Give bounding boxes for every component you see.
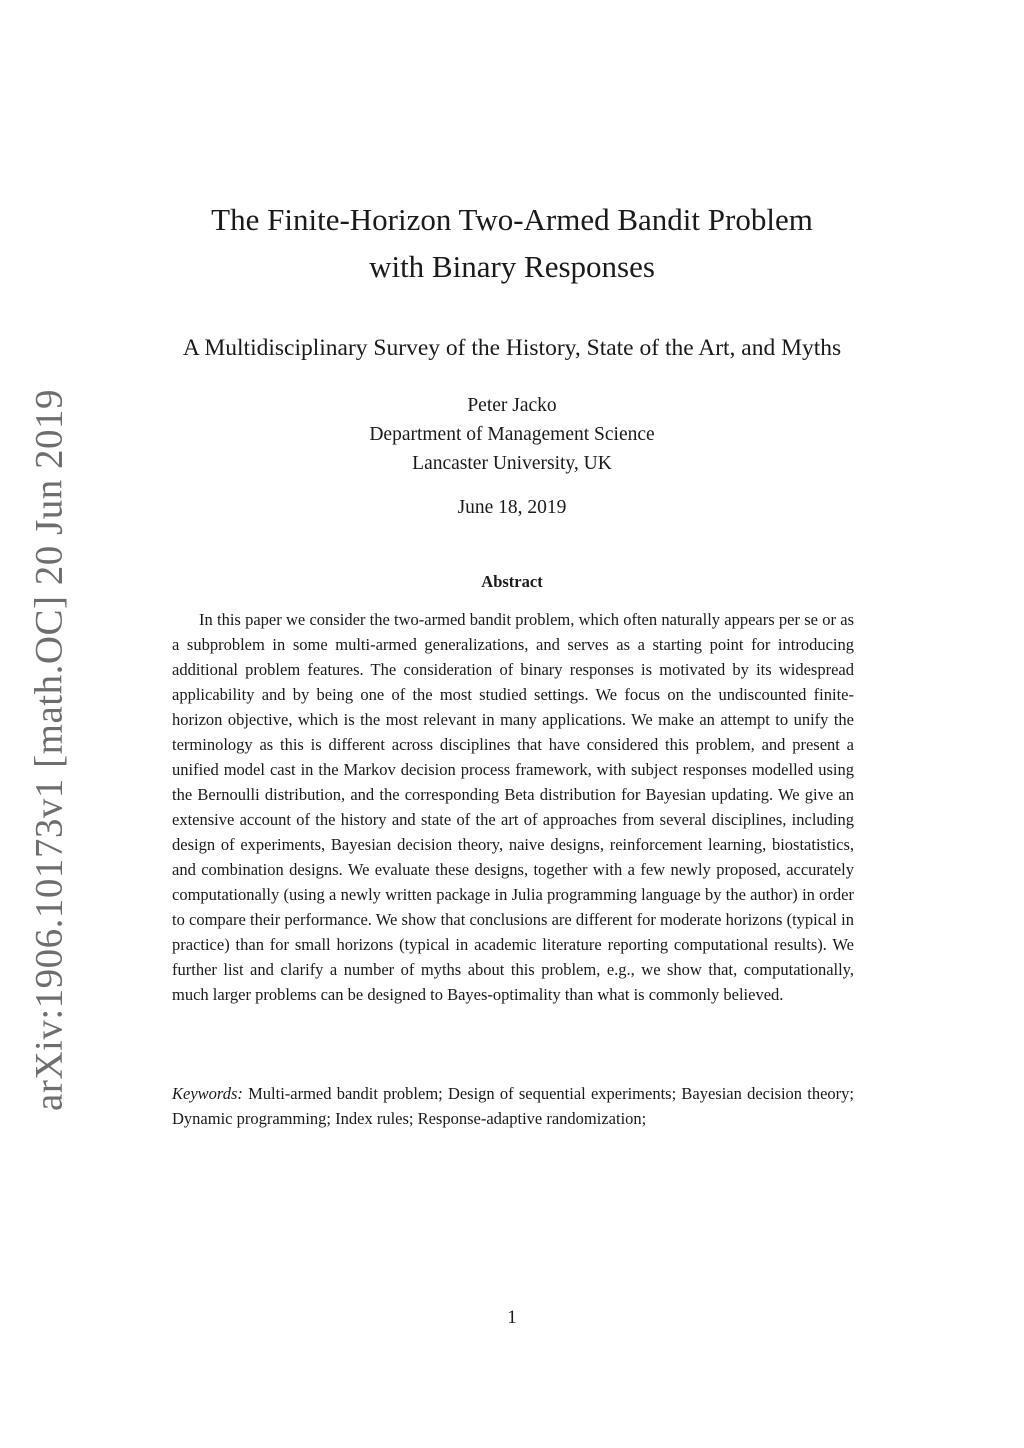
author-department: Department of Management Science: [369, 424, 655, 445]
paper-title: [0, 196, 1024, 290]
arxiv-stamp: arXiv:1906.10173v1 [math.OC] 20 Jun 2019: [27, 389, 71, 1111]
author-affiliation: Lancaster University, UK: [412, 453, 612, 474]
paper-subtitle: A Multidisciplinary Survey of the History, State of the Art, and Myths: [182, 335, 842, 361]
page-number: 1: [507, 1307, 517, 1328]
abstract-body: In this paper we consider the two-armed bandit problem, which often naturally appears per se or as a subproblem in some multi-armed generalizations, and serves as a starting point for introducing additional problem features. The consideration of binary responses is motivated by its widespread applicability and by being one of the most studied settings. We focus on the undiscounted finite-horizon objective, which is the most relevant in many applications. We make an attempt to unify the terminology as this is different across disciplines that have considered this problem, and present a unified model cast in the Markov decision process framework, with subject responses modelled using the Bernoulli distribution, and the corresponding Beta distribution for Bayesian updating. We give an extensive account of the history and state of the art of approaches from several disciplines, including design of experiments, Bayesian decision theory, naive designs, reinforcement learning, biostatistics, and combination designs. We evaluate these designs, together with a few newly proposed, accurately computationally (using a newly written package in Julia programming language by the author) in order to compare their performance. We show that conclusions are different for moderate horizons (typical in practice) than for small horizons (typical in academic literature reporting computational results). We further list and clarify a number of myths about this problem, e.g., we show that, computationally, much larger problems can be designed to Bayes-optimality than what is commonly believed.: [172, 610, 854, 1004]
author-block: [0, 391, 1024, 478]
keywords-text: Multi-armed bandit problem; Design of sequential experiments; Bayesian decision theory; Dynamic programming; Index rules; Response-adaptive randomization;: [172, 1084, 854, 1128]
paper-title-line-2: with Binary Responses: [369, 249, 655, 284]
paper-date: June 18, 2019: [457, 497, 567, 518]
author-name: Peter Jacko: [467, 395, 557, 416]
keywords-block: [172, 1081, 854, 1131]
paper-title-line-1: The Finite-Horizon Two-Armed Bandit Problem: [211, 202, 813, 237]
abstract-heading: Abstract: [481, 572, 543, 591]
keywords-label: Keywords:: [172, 1084, 243, 1103]
